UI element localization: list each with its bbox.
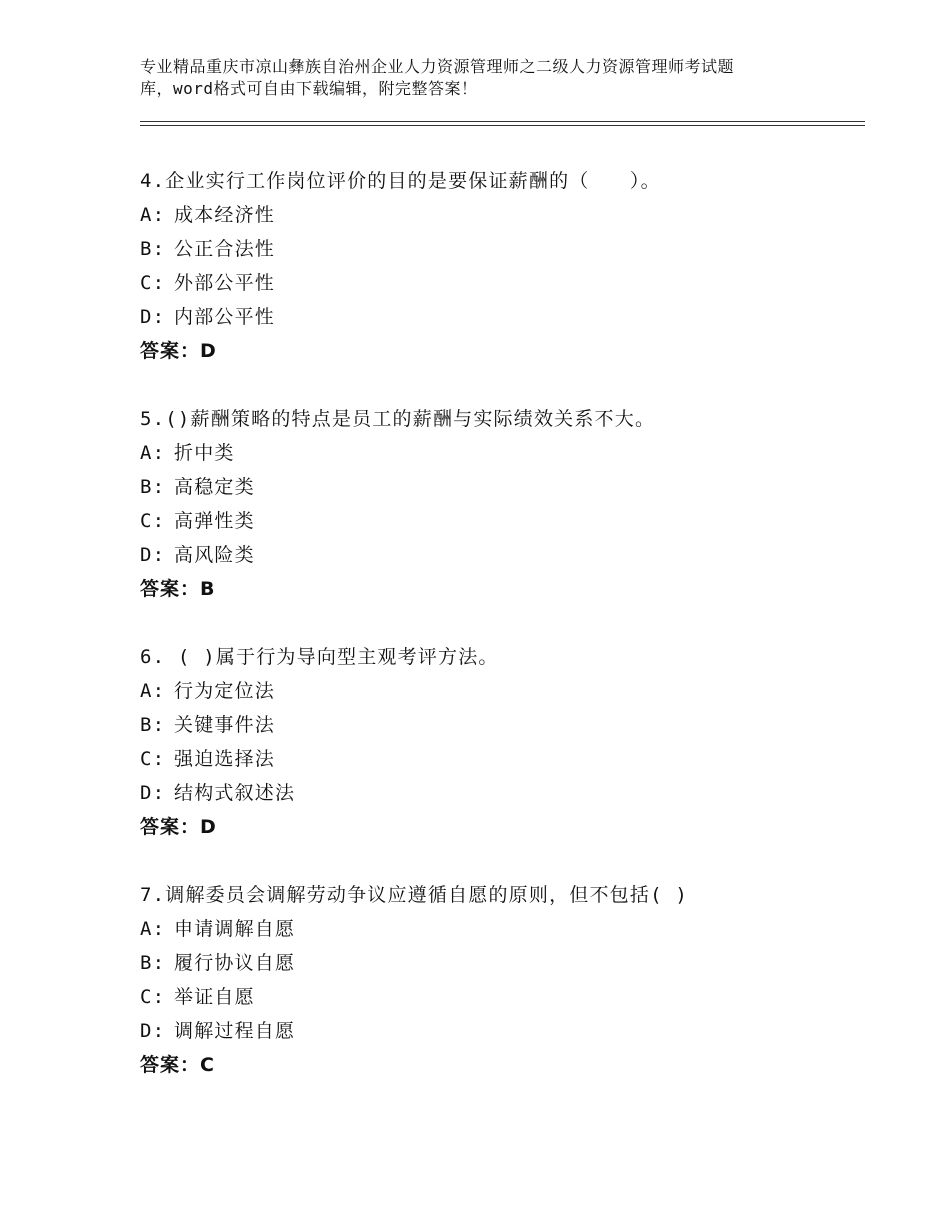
option-text: 行为定位法 — [174, 680, 276, 702]
question-stem: 7.调解委员会调解劳动争议应遵循自愿的原则，但不包括( ) — [140, 884, 688, 906]
option-key: A: — [140, 442, 166, 464]
option-key: D: — [140, 544, 166, 566]
option-b — [140, 232, 860, 266]
option-a — [140, 912, 860, 946]
option-text: 申请调解自愿 — [174, 918, 296, 940]
option-c — [140, 980, 860, 1014]
option-b — [140, 470, 860, 504]
question-stem: 6. ( )属于行为导向型主观考评方法。 — [140, 646, 499, 668]
option-text: 成本经济性 — [174, 204, 276, 226]
option-key: C: — [140, 272, 166, 294]
option-key: C: — [140, 510, 166, 532]
option-key: B: — [140, 714, 166, 736]
question-6 — [140, 640, 860, 844]
header-title-line-2: 库，word格式可自由下载编辑，附完整答案！ — [140, 79, 478, 98]
answer-line: 答案：D — [140, 340, 217, 362]
header-divider-top — [140, 121, 865, 122]
option-text: 高稳定类 — [174, 476, 255, 498]
header-divider-bottom — [140, 125, 865, 126]
answer-line: 答案：D — [140, 816, 217, 838]
question-4 — [140, 164, 860, 368]
option-d — [140, 1014, 860, 1048]
option-key: D: — [140, 306, 166, 328]
option-text: 调解过程自愿 — [174, 1020, 296, 1042]
option-d — [140, 538, 860, 572]
option-text: 强迫选择法 — [174, 748, 276, 770]
option-key: A: — [140, 204, 166, 226]
header-title-line-1: 专业精品重庆市凉山彝族自治州企业人力资源管理师之二级人力资源管理师考试题 — [140, 57, 735, 76]
option-key: B: — [140, 238, 166, 260]
option-d — [140, 776, 860, 810]
question-stem: 5.()薪酬策略的特点是员工的薪酬与实际绩效关系不大。 — [140, 408, 656, 430]
option-b — [140, 946, 860, 980]
question-7 — [140, 878, 860, 1082]
document-header — [140, 56, 830, 100]
option-key: A: — [140, 918, 166, 940]
option-key: D: — [140, 782, 166, 804]
option-text: 高弹性类 — [174, 510, 255, 532]
option-key: C: — [140, 748, 166, 770]
option-key: B: — [140, 476, 166, 498]
option-text: 关键事件法 — [174, 714, 276, 736]
option-text: 外部公平性 — [174, 272, 276, 294]
question-5 — [140, 402, 860, 606]
option-key: C: — [140, 986, 166, 1008]
option-d — [140, 300, 860, 334]
option-text: 履行协议自愿 — [174, 952, 296, 974]
option-a — [140, 674, 860, 708]
option-text: 内部公平性 — [174, 306, 276, 328]
option-text: 公正合法性 — [174, 238, 276, 260]
option-key: A: — [140, 680, 166, 702]
option-key: B: — [140, 952, 166, 974]
option-text: 举证自愿 — [174, 986, 255, 1008]
option-c — [140, 266, 860, 300]
answer-line: 答案：B — [140, 578, 216, 600]
option-b — [140, 708, 860, 742]
option-c — [140, 504, 860, 538]
option-a — [140, 436, 860, 470]
option-a — [140, 198, 860, 232]
question-stem: 4.企业实行工作岗位评价的目的是要保证薪酬的（ ）。 — [140, 170, 661, 192]
answer-line: 答案：C — [140, 1054, 215, 1076]
option-text: 折中类 — [174, 442, 235, 464]
question-list — [140, 164, 860, 1116]
option-text: 结构式叙述法 — [174, 782, 296, 804]
option-key: D: — [140, 1020, 166, 1042]
option-text: 高风险类 — [174, 544, 255, 566]
option-c — [140, 742, 860, 776]
